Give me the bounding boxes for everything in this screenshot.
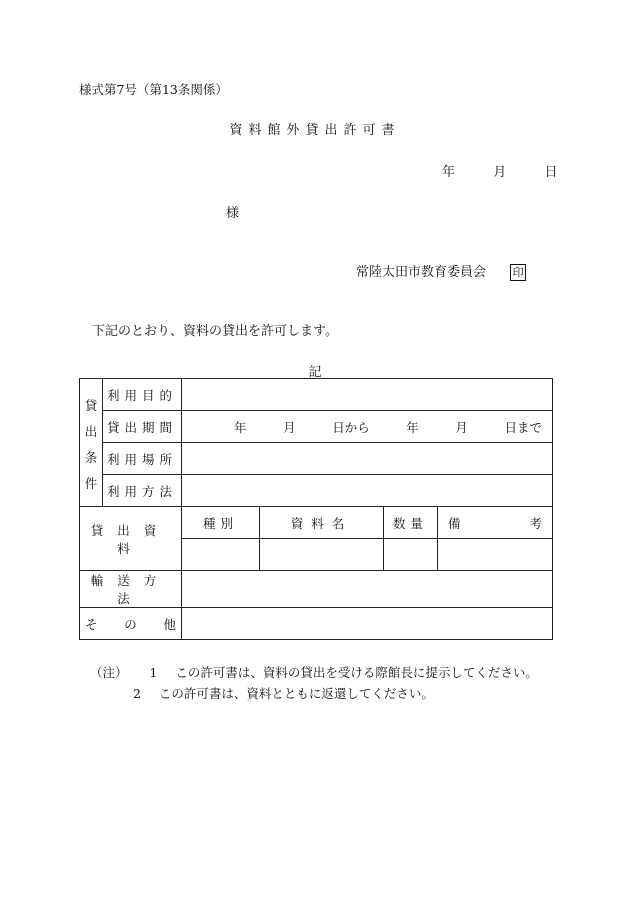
document-title: 資料館外貸出許可書	[229, 123, 401, 138]
transport-label: 輸送方法	[80, 571, 182, 608]
method-label: 利用方法	[103, 475, 182, 507]
issuer	[356, 261, 526, 281]
qty-field[interactable]	[384, 539, 438, 571]
period-field[interactable]: 年 月 日から 年 月 日まで	[182, 411, 553, 443]
name-field[interactable]	[260, 539, 384, 571]
date-day: 日	[544, 165, 558, 180]
form-number: 様式第7号（第13条関係）	[79, 82, 228, 97]
purpose-field[interactable]	[182, 379, 553, 411]
notes	[90, 662, 538, 704]
place-field[interactable]	[182, 443, 553, 475]
permit-table	[79, 378, 553, 640]
remarks-field[interactable]	[438, 539, 553, 571]
materials-label: 貸出資料	[80, 507, 182, 571]
period-label: 貸出期間	[103, 411, 182, 443]
date-month: 月	[493, 165, 507, 180]
issuer-name: 常陸太田市教育委員会	[356, 265, 487, 280]
method-field[interactable]	[182, 475, 553, 507]
col-name: 資料名	[260, 507, 384, 539]
ki-heading: 記	[308, 365, 322, 380]
date-line	[442, 161, 558, 180]
transport-field[interactable]	[182, 571, 553, 608]
note-1: （注） 1 この許可書は、資料の貸出を受ける際館長に提示してください。	[90, 665, 538, 680]
other-label: そ の 他	[80, 608, 182, 640]
place-label: 利用場所	[103, 443, 182, 475]
col-remarks: 備 考	[438, 507, 553, 539]
other-field[interactable]	[182, 608, 553, 640]
note-2: 2 この許可書は、資料とともに返還してください。	[133, 686, 434, 701]
col-qty: 数量	[384, 507, 438, 539]
col-type: 種別	[182, 507, 260, 539]
type-field[interactable]	[182, 539, 260, 571]
purpose-label: 利用目的	[103, 379, 182, 411]
conditions-label: 貸 出 条 件	[80, 379, 103, 507]
date-year: 年	[442, 165, 456, 180]
addressee-suffix: 様	[226, 206, 240, 221]
seal-mark: 印	[510, 264, 526, 281]
body-text: 下記のとおり、資料の貸出を許可します。	[92, 324, 338, 339]
